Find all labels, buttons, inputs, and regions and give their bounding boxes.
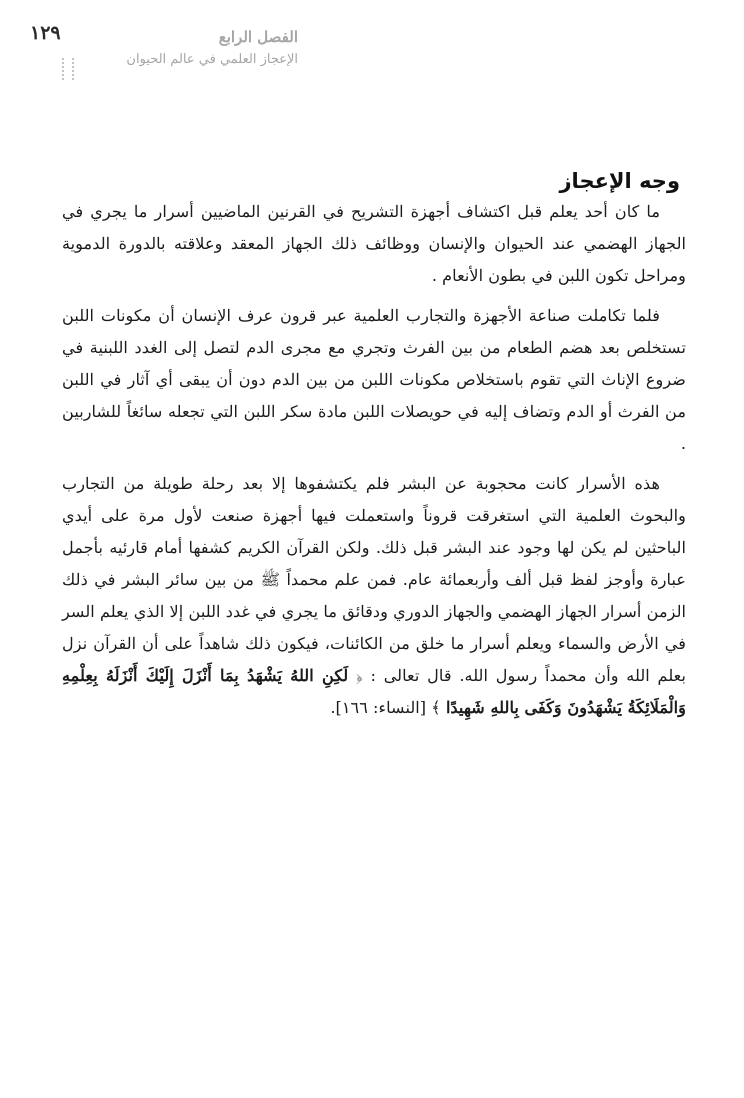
quran-verse: لَكِنِ اللهُ يَشْهَدُ بِمَا أَنْزَلَ إِلَيْكَ أَنْزَلَهُ بِعِلْمِهِ وَالْمَلَائِكَةُ يَشْهَدُونَ وَكَفَى بِاللهِ شَهِيدًا: [62, 666, 686, 717]
book-title: الإعجاز العلمي في عالم الحيوان: [126, 52, 298, 67]
chapter-title: الفصل الرابع: [218, 28, 298, 46]
page-body: [62, 196, 686, 724]
verse-close-bracket: ﴾: [431, 698, 441, 717]
section-title: وجه الإعجاز: [559, 169, 680, 194]
verse-citation: [النساء: ١٦٦].: [330, 698, 427, 717]
paragraph-3-text: هذه الأسرار كانت محجوبة عن البشر فلم يكتشفوها إلا بعد رحلة طويلة من التجارب والبحوث العلمية التي استغرقت قروناً واستعملت فيها أجهزة صنعت لأول مرة على أيدي الباحثين لم يكن لها وجود عند البشر قبل ذلك. ولكن القرآن الكريم كشفها أمام قارئيه بأجمل عبارة وأوجز لفظ قبل ألف وأربعمائة عام. فمن علم محمداً ﷺ من بين سائر البشر في ذلك الزمن أسرار الجهاز الهضمي والجهاز الدوري ودقائق ما يجري في غدد اللبن إلا الذي يعلم السر في الأرض والسماء ويعلم أسرار ما خلق من الكائنات، فيكون ذلك شاهداً على أن القرآن نزل بعلم الله وأن محمداً رسول الله. قال تعالى :: [62, 474, 686, 685]
running-header: [78, 28, 298, 67]
paragraph-2: فلما تكاملت صناعة الأجهزة والتجارب العلمية عبر قرون عرف الإنسان أن مكونات اللبن تستخلص بعد هضم الطعام من بين الفرث وتجري مع مجرى الدم لتصل إلى الغدد اللبنية في ضروع الإناث التي تقوم باستخلاص مكونات اللبن من بين الدم دون أن يبقى أي آثار في اللبن من الفرث أو الدم وتضاف إليه في حويصلات اللبن مادة سكر اللبن التي تجعله سائغاً للشاربين .: [62, 306, 686, 453]
verse-open-bracket: ﴿: [356, 666, 363, 685]
paragraph-1: ما كان أحد يعلم قبل اكتشاف أجهزة التشريح في القرنين الماضيين أسرار ما يجري في الجهاز الهضمي عند الحيوان والإنسان ووظائف ذلك الجهاز المعقد وعلاقته بالدورة الدموية ومراحل تكون اللبن في بطون الأنعام .: [62, 202, 686, 285]
paragraph-3: [62, 468, 686, 724]
page-number: ١٢٩: [30, 22, 61, 44]
header-ornament: [62, 58, 74, 80]
